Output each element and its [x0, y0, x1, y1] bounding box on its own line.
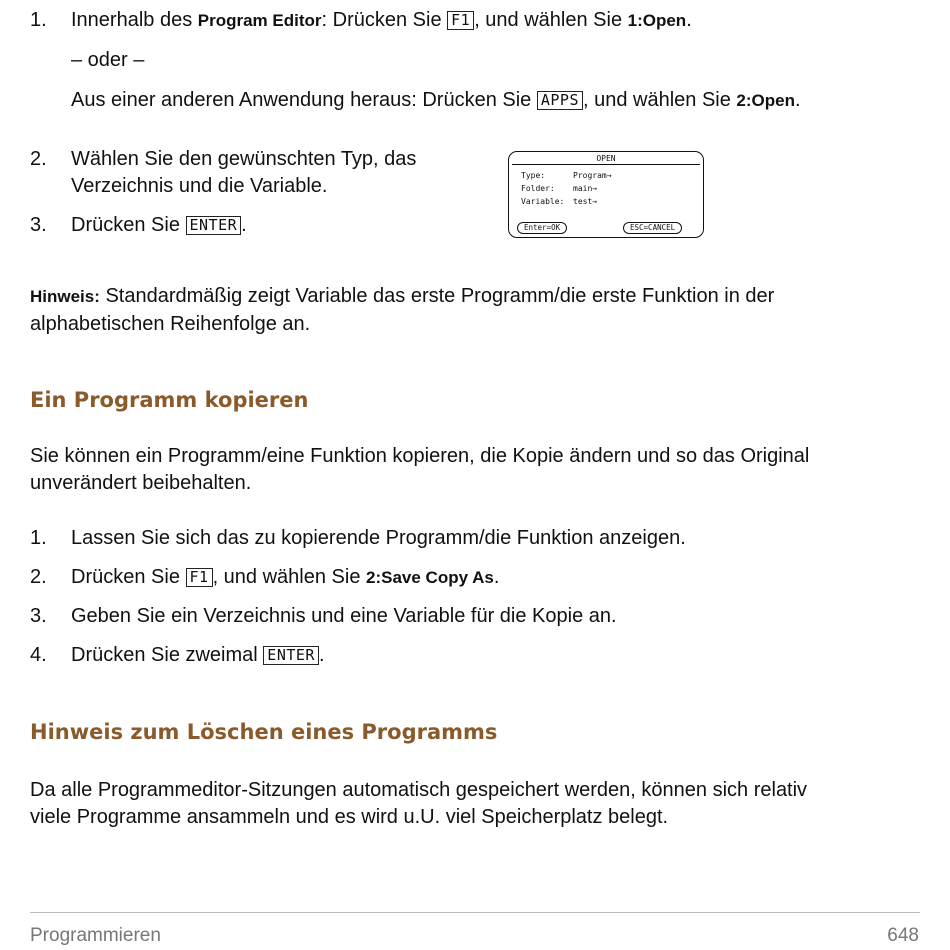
text-part: , und wählen Sie: [212, 566, 366, 588]
text-part: , und wählen Sie: [582, 89, 737, 111]
section-heading-delete: Hinweis zum Löschen eines Programms: [30, 720, 498, 744]
text-part: .: [686, 9, 692, 31]
text-part: .: [493, 566, 500, 588]
step-text: [71, 565, 499, 590]
step-number: 2.: [30, 566, 47, 588]
dialog-title-rule: [512, 164, 700, 165]
text-part: Drücken Sie zweimal: [71, 644, 264, 666]
row-label: Type:: [521, 171, 546, 180]
note-label: Hinweis:: [30, 287, 100, 306]
step-text-line-2: Verzeichnis und die Variable.: [71, 175, 328, 197]
menu-option: 2:Save Copy As: [366, 568, 494, 587]
open-dialog-screenshot: [508, 151, 704, 238]
dialog-ok-button: Enter=OK: [517, 222, 567, 234]
apps-key: APPS: [537, 91, 583, 110]
note-paragraph: [30, 284, 774, 336]
paragraph-line-2: viele Programme ansammeln und es wird u.U. viel Speicherplatz belegt.: [30, 806, 669, 828]
row-value: test→: [573, 197, 598, 206]
delete-paragraph: [30, 778, 807, 829]
note-line-1: Standardmäßig zeigt Variable das erste Programm/die erste Funktion in der: [99, 285, 775, 307]
row-value: main→: [573, 184, 598, 193]
text-part: Innerhalb des: [71, 9, 198, 31]
row-label: Variable:: [521, 197, 565, 206]
step-number: 1.: [30, 9, 47, 31]
text-part: .: [318, 644, 325, 666]
step-number: 3.: [30, 214, 47, 236]
row-label: Folder:: [521, 184, 555, 193]
intro-line-2: unverändert beibehalten.: [30, 472, 252, 494]
copy-step-1: [30, 526, 910, 550]
enter-key: ENTER: [186, 216, 242, 235]
page-number: 648: [887, 925, 919, 946]
step-number: 4.: [30, 644, 47, 666]
text-part: .: [241, 214, 247, 236]
step-text: Lassen Sie sich das zu kopierende Programm/die Funktion anzeigen.: [71, 527, 686, 549]
intro-line-1: Sie können ein Programm/eine Funktion kopieren, die Kopie ändern und so das Original: [30, 445, 810, 467]
text-part: Drücken Sie: [71, 214, 186, 236]
other-app-instruction: [71, 88, 801, 113]
text-part: .: [794, 89, 801, 111]
step-text: [71, 213, 247, 237]
f1-key: F1: [186, 568, 213, 587]
copy-intro: [30, 444, 809, 495]
step-text: Geben Sie ein Verzeichnis und eine Variable für die Kopie an.: [71, 605, 617, 627]
text-part: : Drücken Sie: [321, 9, 448, 31]
text-part: , und wählen Sie: [474, 9, 628, 31]
or-separator: – oder –: [71, 49, 145, 71]
menu-name: Program Editor: [197, 11, 322, 30]
f1-key: F1: [447, 11, 474, 30]
step-number: 3.: [30, 605, 47, 627]
footer-divider: [30, 912, 920, 913]
note-line-2: alphabetischen Reihenfolge an.: [30, 313, 311, 335]
row-value: Program→: [573, 171, 612, 180]
step-number: 2.: [30, 148, 47, 170]
text-part: Drücken Sie: [71, 566, 186, 588]
step-number: 1.: [30, 527, 47, 549]
paragraph-line-1: Da alle Programmeditor-Sitzungen automatisch gespeichert werden, können sich relativ: [30, 779, 808, 801]
step-text: [71, 643, 325, 667]
copy-step-2: [30, 565, 910, 589]
dialog-title: OPEN: [596, 154, 616, 163]
text-part: Aus einer anderen Anwendung heraus: Drücken Sie: [71, 89, 537, 111]
copy-step-4: [30, 643, 910, 667]
dialog-row-variable: [521, 197, 597, 207]
dialog-cancel-button: ESC=CANCEL: [623, 222, 682, 234]
dialog-row-type: [521, 171, 612, 181]
dialog-row-folder: [521, 184, 597, 194]
step-text: [71, 8, 692, 33]
menu-option: 2:Open: [736, 91, 795, 110]
copy-step-3: [30, 604, 910, 628]
enter-key: ENTER: [263, 646, 319, 665]
section-heading-copy: Ein Programm kopieren: [30, 388, 309, 412]
menu-option: 1:Open: [627, 11, 687, 30]
footer-section-name: Programmieren: [30, 925, 161, 946]
step-text-line-1: Wählen Sie den gewünschten Typ, das: [71, 148, 417, 170]
